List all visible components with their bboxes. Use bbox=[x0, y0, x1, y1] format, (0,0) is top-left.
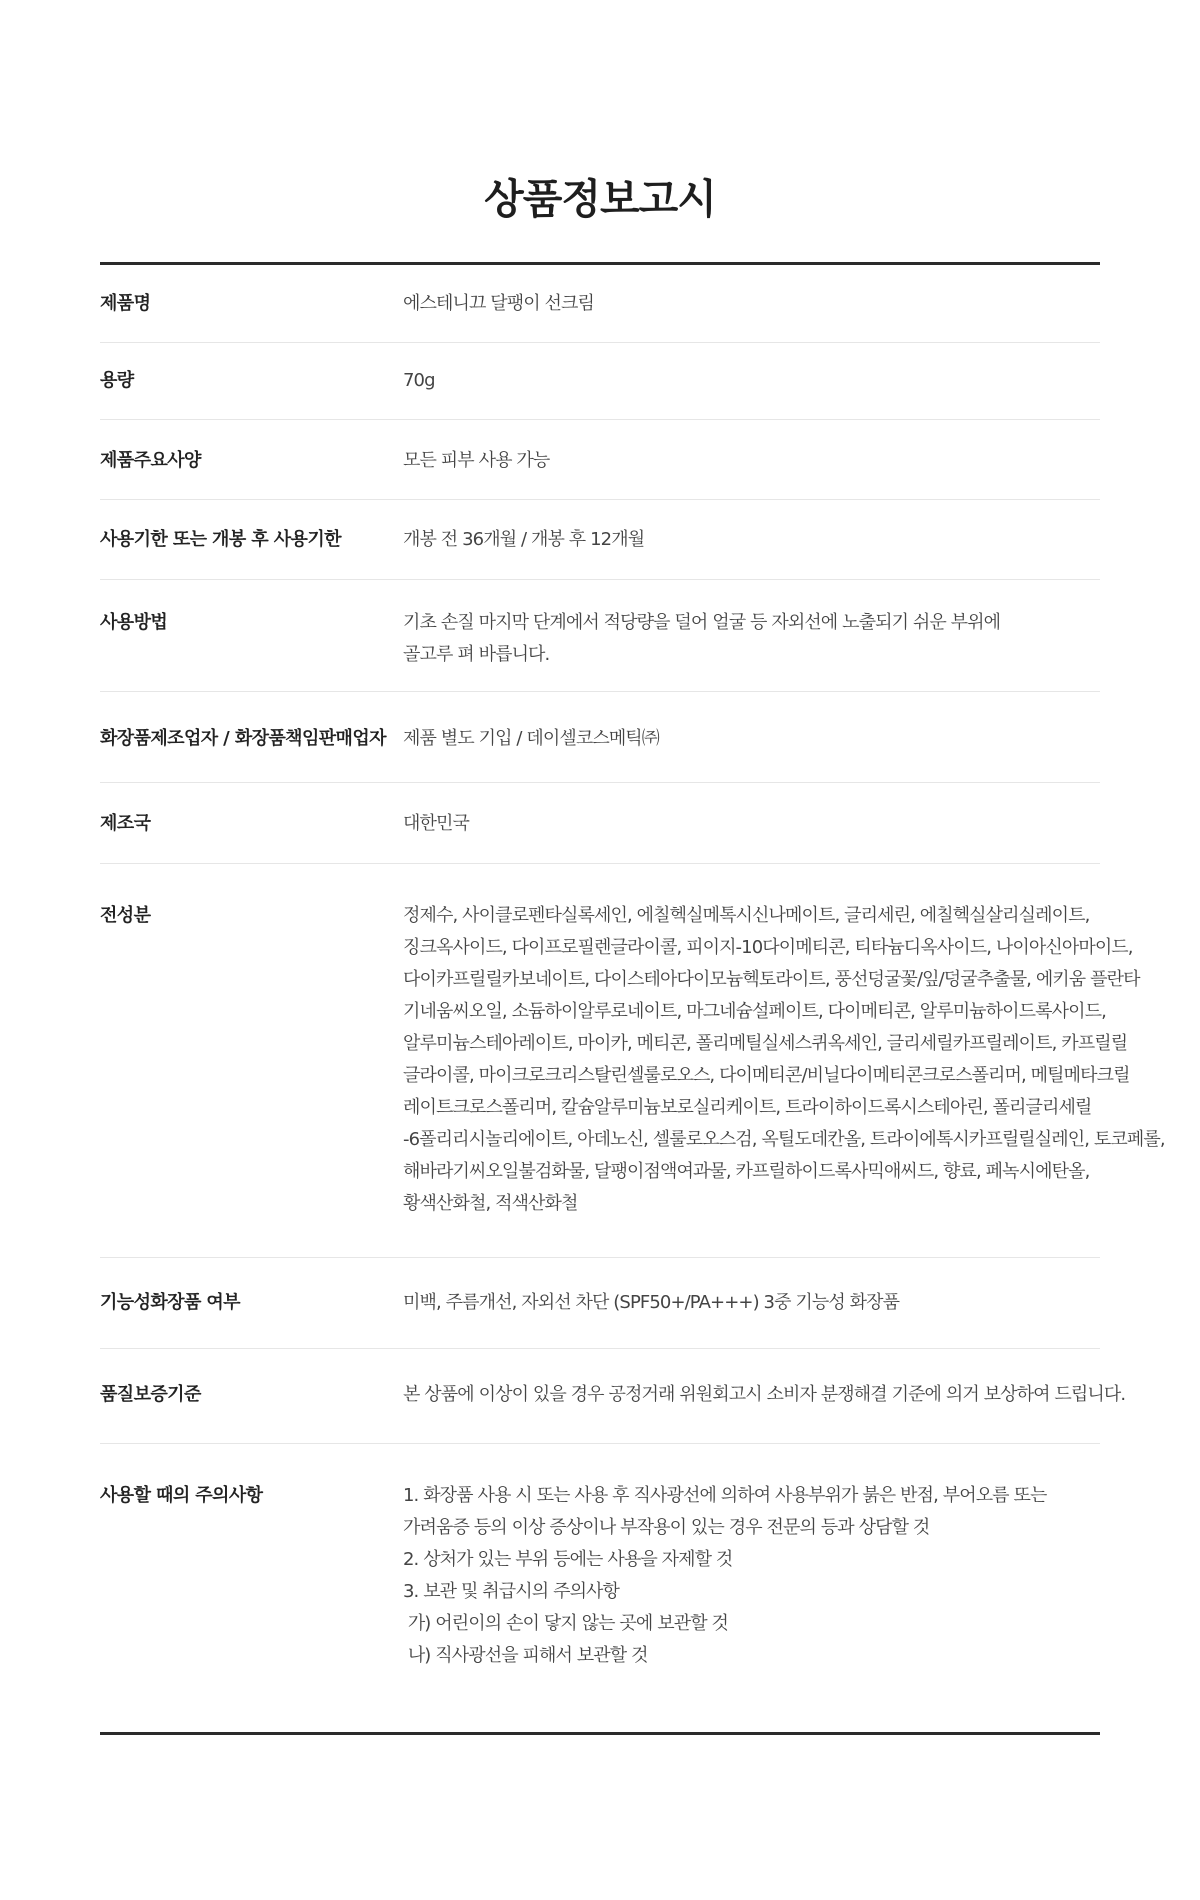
value-line: 모든 피부 사용 가능 bbox=[403, 450, 550, 471]
row-label: 사용방법 bbox=[100, 612, 168, 633]
row-label: 기능성화장품 여부 bbox=[100, 1292, 240, 1313]
row-value bbox=[403, 1291, 1100, 1315]
value-line: 다이카프릴릴카보네이트, 다이스테아다이모늄헥토라이트, 풍선덩굴꽃/잎/덩굴추출물, 에키움 플란타 bbox=[403, 969, 1140, 990]
page-title: 상품정보고시 bbox=[484, 175, 716, 223]
row-value bbox=[403, 607, 1100, 671]
value-line: 해바라기씨오일불검화물, 달팽이점액여과물, 카프릴하이드록사믹애씨드, 향료, 페녹시에탄올, bbox=[403, 1161, 1090, 1182]
row-label: 품질보증기준 bbox=[100, 1384, 201, 1405]
value-line: 70g bbox=[403, 370, 435, 391]
row-value bbox=[403, 292, 1100, 316]
value-line: 기네움씨오일, 소듐하이알루로네이트, 마그네슘설페이트, 다이메티콘, 알루미늄하이드록사이드, bbox=[403, 1001, 1106, 1022]
value-line: 2. 상처가 있는 부위 등에는 사용을 자제할 것 bbox=[403, 1549, 733, 1570]
value-line: 가) 어린이의 손이 닿지 않는 곳에 보관할 것 bbox=[403, 1613, 728, 1634]
value-line: 레이트크로스폴리머, 칼슘알루미늄보로실리케이트, 트라이하이드록시스테아린, 폴리글리세릴 bbox=[403, 1097, 1092, 1118]
table-row-usage bbox=[100, 580, 1100, 692]
value-line: 기초 손질 마지막 단계에서 적당량을 덜어 얼굴 등 자외선에 노출되기 쉬운 부위에 bbox=[403, 612, 1001, 633]
row-value bbox=[403, 727, 1100, 751]
table-row-manufacturer bbox=[100, 692, 1100, 783]
value-line: 알루미늄스테아레이트, 마이카, 메티콘, 폴리메틸실세스퀴옥세인, 글리세릴카프릴레이트, 카프릴릴 bbox=[403, 1033, 1128, 1054]
value-line: 1. 화장품 사용 시 또는 사용 후 직사광선에 의하여 사용부위가 붉은 반점, 부어오름 또는 bbox=[403, 1485, 1047, 1506]
value-line: 미백, 주름개선, 자외선 차단 (SPF50+/PA+++) 3중 기능성 화장품 bbox=[403, 1292, 900, 1313]
value-line: 개봉 전 36개월 / 개봉 후 12개월 bbox=[403, 529, 645, 550]
table-row-volume bbox=[100, 343, 1100, 420]
row-label: 제품주요사양 bbox=[100, 450, 201, 471]
row-value bbox=[403, 1480, 1100, 1672]
value-line: 황색산화철, 적색산화철 bbox=[403, 1193, 578, 1214]
table-row-cautions bbox=[100, 1444, 1100, 1732]
value-line: 나) 직사광선을 피해서 보관할 것 bbox=[403, 1645, 648, 1666]
row-value bbox=[403, 449, 1100, 473]
info-table bbox=[100, 262, 1165, 1735]
value-line: 가려움증 등의 이상 증상이나 부작용이 있는 경우 전문의 등과 상담할 것 bbox=[403, 1517, 930, 1538]
row-value bbox=[403, 1383, 1125, 1407]
row-value bbox=[403, 528, 1100, 552]
table-row-functional bbox=[100, 1258, 1100, 1349]
row-value bbox=[403, 900, 1165, 1220]
table-row-expiry bbox=[100, 500, 1100, 580]
row-label: 용량 bbox=[100, 370, 134, 391]
value-line: 글라이콜, 마이크로크리스탈린셀룰로오스, 다이메티콘/비닐다이메티콘크로스폴리머, 메틸메타크릴 bbox=[403, 1065, 1130, 1086]
row-label: 제조국 bbox=[100, 813, 151, 834]
value-line: 3. 보관 및 취급시의 주의사항 bbox=[403, 1581, 620, 1602]
table-row-product-name bbox=[100, 265, 1100, 343]
value-line: -6폴리리시놀리에이트, 아데노신, 셀룰로오스검, 옥틸도데칸올, 트라이에톡시카프릴릴실레인, 토코페롤, bbox=[403, 1129, 1165, 1150]
value-line: 대한민국 bbox=[403, 813, 469, 834]
value-line: 제품 별도 기입 / 데이셀코스메틱㈜ bbox=[403, 728, 659, 749]
row-label: 제품명 bbox=[100, 293, 151, 314]
row-label: 사용기한 또는 개봉 후 사용기한 bbox=[100, 529, 341, 550]
value-line: 본 상품에 이상이 있을 경우 공정거래 위원회고시 소비자 분쟁해결 기준에 의거 보상하여 드립니다. bbox=[403, 1384, 1126, 1405]
row-label: 사용할 때의 주의사항 bbox=[100, 1485, 263, 1506]
value-line: 정제수, 사이클로펜타실록세인, 에칠헥실메톡시신나메이트, 글리세린, 에칠헥실살리실레이트, bbox=[403, 905, 1090, 926]
row-value bbox=[403, 369, 1100, 393]
row-label: 화장품제조업자 / 화장품책임판매업자 bbox=[100, 728, 386, 749]
table-row-country bbox=[100, 783, 1100, 864]
table-row-quality-guarantee bbox=[100, 1349, 1126, 1444]
table-row-main-spec bbox=[100, 420, 1100, 500]
row-value bbox=[403, 812, 1100, 836]
row-label: 전성분 bbox=[100, 905, 151, 926]
value-line: 징크옥사이드, 다이프로필렌글라이콜, 피이지-10다이메티콘, 티타늄디옥사이드, 나이아신아마이드, bbox=[403, 937, 1133, 958]
table-row-ingredients bbox=[100, 864, 1165, 1258]
value-line: 에스테니끄 달팽이 선크림 bbox=[403, 293, 595, 314]
value-line: 골고루 펴 바릅니다. bbox=[403, 644, 550, 665]
